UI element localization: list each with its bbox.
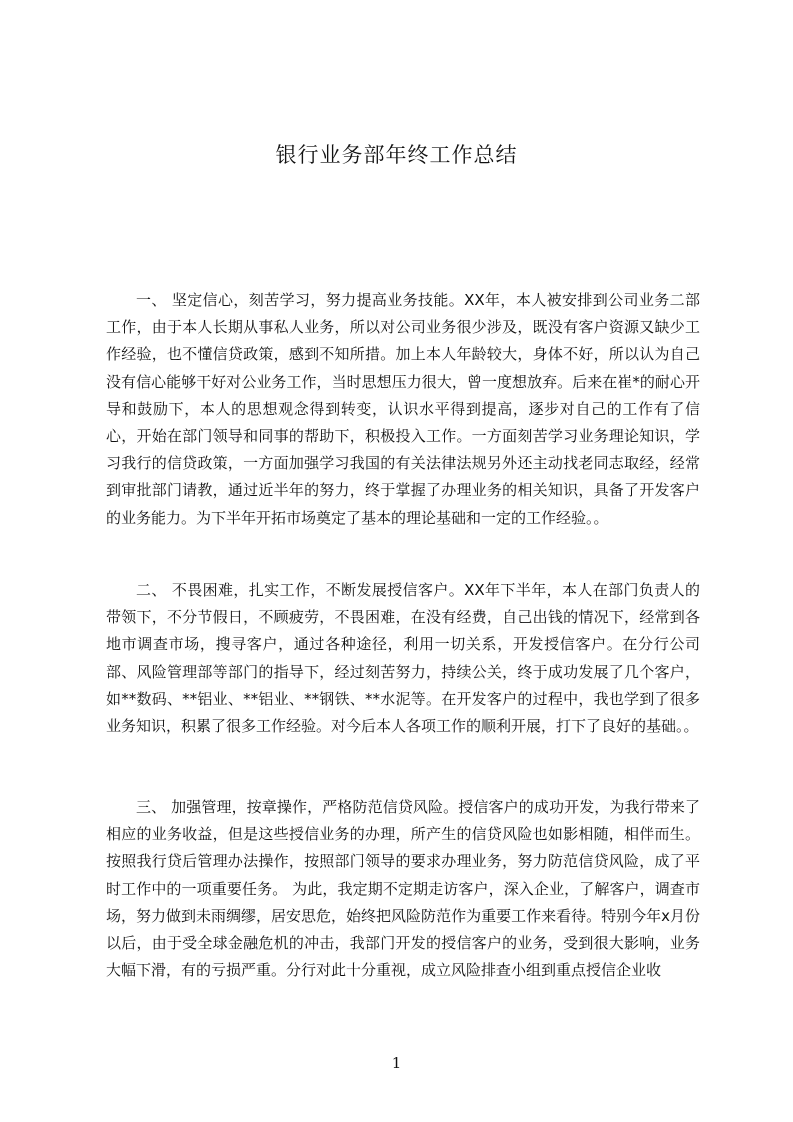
page-number: 1 [391,1054,402,1072]
paragraph-3: 三、 加强管理，按章操作，严格防范信贷风险。授信客户的成功开发，为我行带来了相应的业务收益，但是这些授信业务的办理，所产生的信贷风险也如影相随，相伴而生。按照我行贷后管理办法操作，按照部门领导的要求办理业务，努力防范信贷风险，成了平时工作中的一项重要任务。 为此，我定期不定期走访客户，深入企业，了解客户，调查市场，努力做到未雨绸缪，居安思危，始终把风险防范作为重要工作来看待。特别今年x月份以后，由于受全球金融危机的冲击，我部门开发的授信客户的业务，受到很大影响，业务大幅下滑，有的亏损严重。分行对此十分重视，成立风险排查小组到重点授信企业收 [106,798,700,980]
paragraph-1: 一、 坚定信心，刻苦学习，努力提高业务技能。XX年，本人被安排到公司业务二部工作，由于本人长期从事私人业务，所以对公司业务很少涉及，既没有客户资源又缺少工作经验，也不懂信贷政策，感到不知所措。加上本人年龄较大，身体不好，所以认为自己没有信心能够干好对公业务工作，当时思想压力很大，曾一度想放弃。后来在崔*的耐心开导和鼓励下，本人的思想观念得到转变，认识水平得到提高，逐步对自己的工作有了信心，开始在部门领导和同事的帮助下，积极投入工作。一方面刻苦学习业务理论知识，学习我行的信贷政策，一方面加强学习我国的有关法律法规另外还主动找老同志取经，经常到审批部门请教，通过近半年的努力，终于掌握了办理业务的相关知识，具备了开发客户的业务能力。为下半年开拓市场奠定了基本的理论基础和一定的工作经验。。 [106,291,700,527]
document-title: 银行业务部年终工作总结 [275,143,518,167]
paragraph-2: 二、 不畏困难，扎实工作，不断发展授信客户。XX年下半年，本人在部门负责人的带领下，不分节假日，不顾疲劳，不畏困难，在没有经费，自己出钱的情况下，经常到各地市调查市场，搜寻客户，通过各种途径，利用一切关系，开发授信客户。在分行公司部、风险管理部等部门的指导下，经过刻苦努力，持续公关，终于成功发展了几个客户，如**数码、**铝业、**铝业、**钢铁、**水泥等。在开发客户的过程中，我也学到了很多业务知识，积累了很多工作经验。对今后本人各项工作的顺利开展，打下了良好的基础。。 [106,581,700,736]
